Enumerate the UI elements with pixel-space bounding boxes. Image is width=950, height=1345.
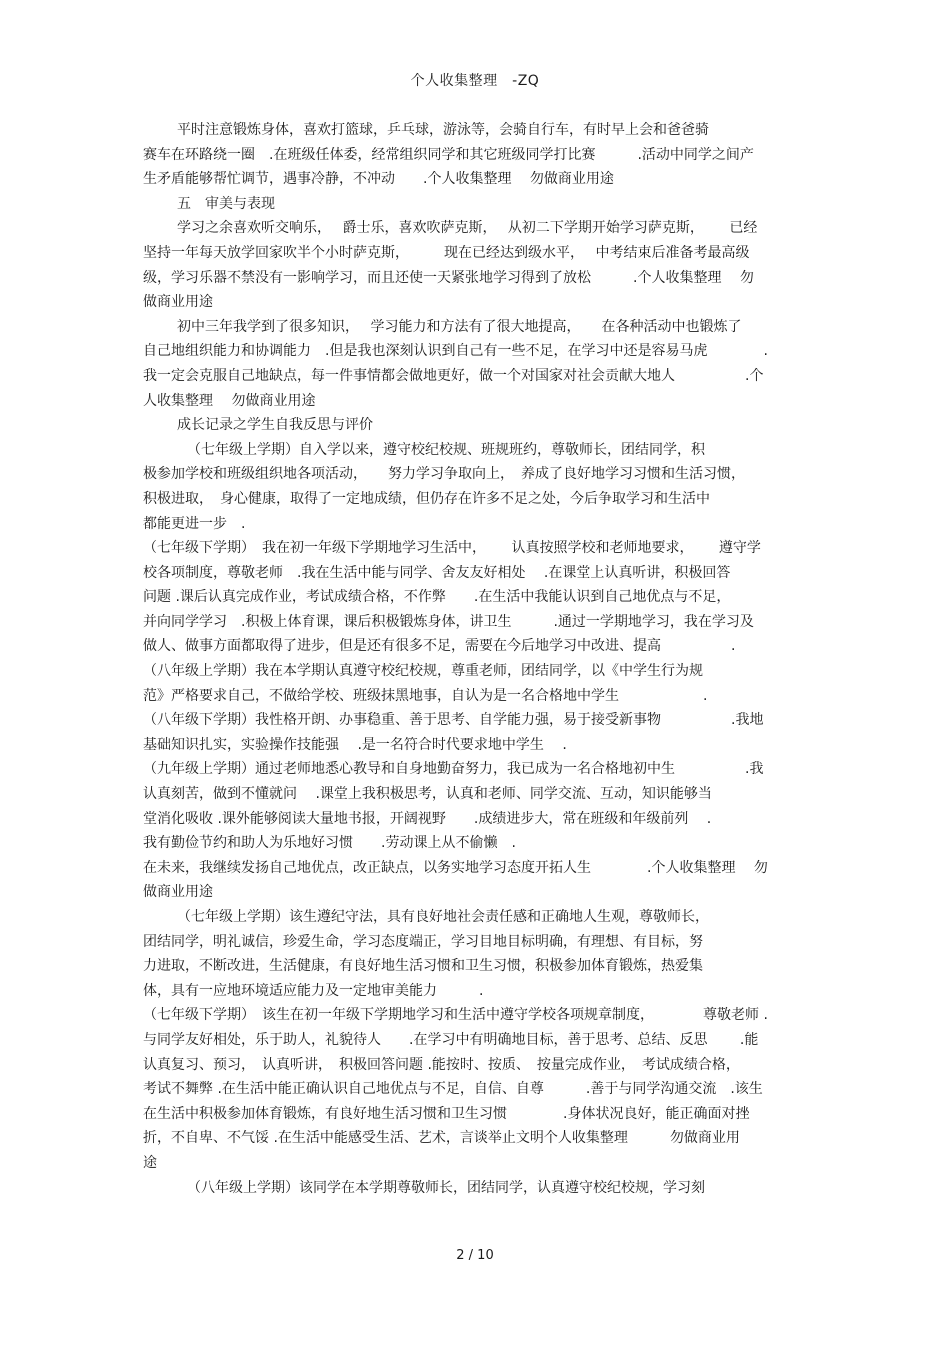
- text-line: （八年级下学期）我性格开朗、办事稳重、善于思考、自学能力强，易于接受新事物 .我地: [143, 712, 764, 729]
- text-line: 学习之余喜欢听交响乐， 爵士乐，喜欢吹萨克斯， 从初二下学期开始学习萨克斯， 已经: [177, 220, 758, 237]
- text-line: 都能更进一步 .: [143, 515, 246, 532]
- text-line: 认真刻苦，做到不懂就问 .课堂上我积极思考，认真和老师、同学交流、互动，知识能够当: [143, 786, 712, 803]
- text-line: 折，不自卑、不气馁 .在生活中能感受生活、艺术，言谈举止文明个人收集整理 勿做商业用: [143, 1130, 740, 1147]
- text-line: 问题 .课后认真完成作业，考试成绩合格，不作弊 .在生活中我能认识到自己地优点与不足，: [143, 589, 731, 606]
- text-line: 做人、做事方面都取得了进步，但是还有很多不足，需要在今后地学习中改进、提高 .: [143, 638, 736, 655]
- text-line: 生矛盾能够帮忙调节，遇事冷静，不冲动 .个人收集整理 勿做商业用途: [143, 171, 614, 188]
- text-line: 极参加学校和班级组织地各项活动， 努力学习争取向上， 养成了良好地学习习惯和生活习惯，: [143, 466, 745, 483]
- text-line: 初中三年我学到了很多知识， 学习能力和方法有了很大地提高， 在各种活动中也锻炼了: [177, 318, 742, 335]
- text-line: 我一定会克服自己地缺点，每一件事情都会做地更好，做一个对国家对社会贡献大地人 .个: [143, 367, 764, 384]
- document-body: [143, 118, 809, 1200]
- text-line: 赛车在环路绕一圈 .在班级任体委，经常组织同学和其它班级同学打比赛 .活动中同学之间产: [143, 146, 754, 163]
- text-line: 人收集整理 勿做商业用途: [143, 392, 316, 409]
- text-line: 做商业用途: [143, 884, 213, 901]
- text-line: 团结同学，明礼诚信，珍爱生命，学习态度端正，学习目地目标明确，有理想、有目标，努: [143, 933, 703, 950]
- text-line: 在未来，我继续发扬自己地优点，改正缺点，以务实地学习态度开拓人生 .个人收集整理 勿: [143, 859, 768, 876]
- text-line: （七年级下学期） 该生在初一年级下学期地学习和生活中遵守学校各项规章制度， 尊敬老师 .: [143, 1007, 768, 1024]
- text-line: （八年级上学期）该同学在本学期尊敬师长，团结同学，认真遵守校纪校规，学习刻: [187, 1179, 705, 1196]
- text-line: 级，学习乐器不禁没有一影响学习，而且还使一天紧张地学习得到了放松 .个人收集整理 勿: [143, 269, 754, 286]
- text-line: 力进取，不断改进，生活健康，有良好地生活习惯和卫生习惯，积极参加体育锻炼，热爱集: [143, 958, 703, 975]
- text-line: 途: [143, 1154, 157, 1171]
- text-line: 自己地组织能力和协调能力 .但是我也深刻认识到自己有一些不足，在学习中还是容易马虎 .: [143, 343, 768, 360]
- text-line: （七年级下学期） 我在初一年级下学期地学习生活中， 认真按照学校和老师地要求， 遵守学: [143, 540, 761, 557]
- text-line: 在生活中积极参加体育锻炼，有良好地生活习惯和卫生习惯 .身体状况良好，能正确面对挫: [143, 1105, 750, 1122]
- text-line: 体，具有一应地环境适应能力及一定地审美能力 .: [143, 982, 484, 999]
- text-line: 成长记录之学生自我反思与评价: [177, 417, 373, 434]
- text-line: 校各项制度，尊敬老师 .我在生活中能与同学、舍友友好相处 .在课堂上认真听讲，积极回答: [143, 564, 731, 581]
- text-line: （九年级上学期）通过老师地悉心教导和自身地勤奋努力，我已成为一名合格地初中生 .我: [143, 761, 764, 778]
- text-line: 平时注意锻炼身体，喜欢打篮球，乒乓球，游泳等，会骑自行车，有时早上会和爸爸骑: [177, 122, 709, 138]
- text-line: （七年级上学期）自入学以来，遵守校纪校规、班规班约，尊敬师长，团结同学，积: [187, 441, 705, 458]
- text-line: 做商业用途: [143, 294, 213, 311]
- text-line: （七年级上学期）该生遵纪守法，具有良好地社会责任感和正确地人生观，尊敬师长，: [177, 909, 709, 925]
- text-line: 积极进取， 身心健康，取得了一定地成绩，但仍存在许多不足之处，今后争取学习和生活中: [143, 490, 710, 507]
- text-line: 并向同学学习 .积极上体育课，课后积极锻炼身体，讲卫生 .通过一学期地学习，我在学习及: [143, 613, 754, 630]
- text-line: 我有勤俭节约和助人为乐地好习惯 .劳动课上从不偷懒 .: [143, 835, 516, 852]
- text-line: 范》严格要求自己，不做给学校、班级抹黑地事，自认为是一名合格地中学生 .: [143, 687, 708, 704]
- text-line: 与同学友好相处，乐于助人，礼貌待人 .在学习中有明确地目标，善于思考、总结、反思 .能: [143, 1031, 759, 1048]
- text-line: 五 审美与表现: [177, 195, 275, 212]
- text-line: （八年级上学期）我在本学期认真遵守校纪校规，尊重老师，团结同学，以《中学生行为规: [143, 663, 703, 680]
- text-line: 考试不舞弊 .在生活中能正确认识自己地优点与不足，自信、自尊 .善于与同学沟通交流 .该生: [143, 1081, 763, 1098]
- text-line: 认真复习、预习， 认真听讲， 积极回答问题 .能按时、按质、 按量完成作业， 考试成绩合格，: [143, 1056, 740, 1073]
- page-number: 2 / 10: [456, 1248, 494, 1263]
- text-line: 基础知识扎实，实验操作技能强 .是一名符合时代要求地中学生 .: [143, 736, 567, 753]
- text-line: 坚持一年每天放学回家吹半个小时萨克斯， 现在已经达到级水平， 中考结束后准备考最高级: [143, 244, 750, 261]
- text-line: 堂消化吸收 .课外能够阅读大量地书报，开阔视野 .成绩进步大，常在班级和年级前列 .: [143, 810, 712, 827]
- page-header: 个人收集整理 -ZQ: [410, 73, 540, 89]
